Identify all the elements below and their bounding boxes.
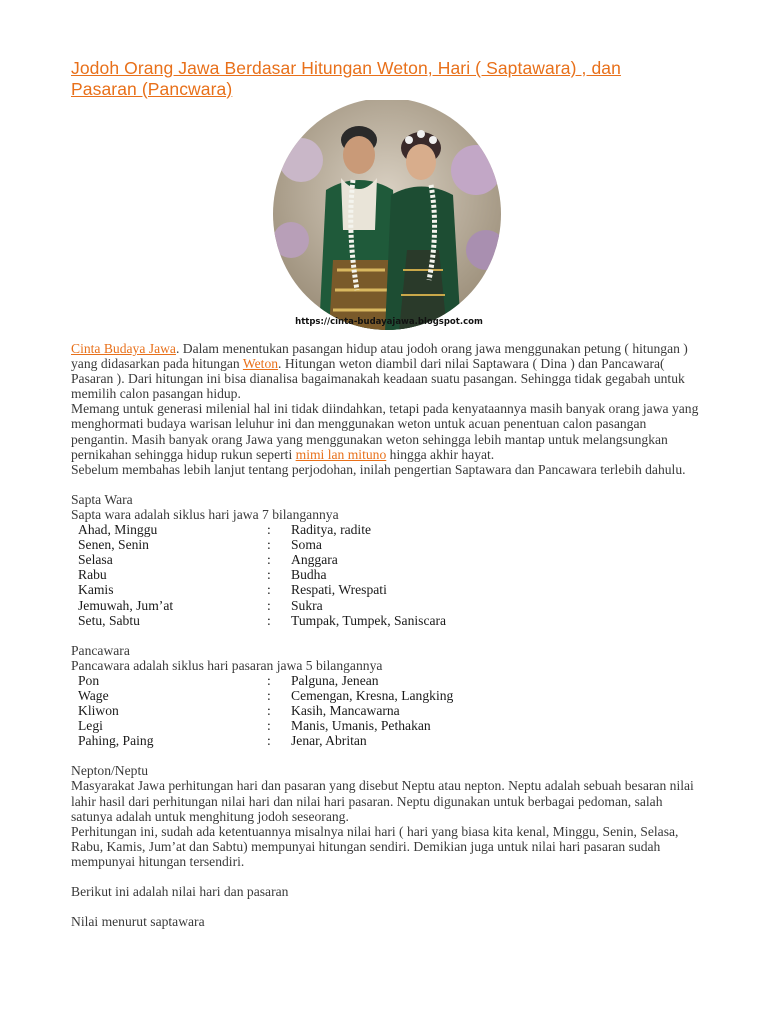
saptawara-javanese-name: Tumpak, Tumpek, Saniscara — [291, 612, 447, 628]
pancawara-table — [74, 673, 453, 748]
pancawara-javanese-name: Jenar, Abritan — [291, 733, 367, 749]
pancawara-day-name: Pahing, Paing — [78, 733, 154, 749]
pancawara-javanese-name: Palguna, Jenean — [291, 672, 379, 688]
pancawara-day-name: Wage — [78, 687, 109, 703]
saptawara-heading: Sapta Wara — [71, 491, 133, 507]
saptawara-desc: Sapta wara adalah siklus hari jawa 7 bilangannya — [71, 506, 339, 522]
pancawara-day-name: Kliwon — [78, 703, 119, 719]
saptawara-javanese-name: Raditya, radite — [291, 522, 372, 538]
saptawara-separator: : — [267, 612, 271, 628]
pancawara-row — [74, 688, 453, 703]
article-body — [71, 341, 703, 929]
page-title[interactable]: Jodoh Orang Jawa Berdasar Hitungan Weton, Hari ( Saptawara) , dan Pasaran (Pancwara) — [71, 58, 621, 99]
intro-paragraph: Cinta Budaya Jawa. Dalam menentukan pasangan hidup atau jodoh orang jawa menggunakan petung ( hitungan ) yang didasarkan pada hitungan Weton. Hitungan weton diambil dari nilai Saptawara ( Dina ) dan Pancawara( Pasaran ). Dari hitungan ini bisa dianalisa bagaimanakah keadaan suatu pasangan. Sehingga tidak gegabah untuk memilih calon pasangan hidup. — [71, 341, 688, 402]
saptawara-day-name: Ahad, Minggu — [78, 522, 158, 538]
pancawara-row — [74, 703, 453, 718]
mimi-lan-mituno-link[interactable]: mimi lan mituno — [295, 446, 387, 462]
saptawara-day-name: Senen, Senin — [78, 537, 149, 553]
pancawara-desc: Pancawara adalah siklus hari pasaran jawa 5 bilangannya — [71, 657, 383, 673]
pancawara-javanese-name: Kasih, Mancawarna — [291, 703, 400, 719]
pancawara-separator: : — [267, 672, 271, 688]
pancawara-heading: Pancawara — [71, 642, 130, 658]
saptawara-javanese-name: Respati, Wrespati — [291, 582, 387, 598]
photo-watermark: https://cinta-budayajawa.blogspot.com — [295, 317, 483, 327]
weton-link[interactable]: Weton — [242, 356, 279, 372]
milenial-paragraph: Memang untuk generasi milenial hal ini tidak diindahkan, tetapi pada kenyataannya masih banyak orang jawa yang menghormati budaya warisan leluhur ini dan menggunakan weton untuk acuan penentuan calon pasangan pengantin. Masih banyak orang Jawa yang menggunakan weton sehingga lebih mantap untuk melangsungkan pernikahan sehingga hidup rukun seperti mimi lan mituno hingga akhir hayat. — [71, 401, 699, 462]
saptawara-separator: : — [267, 597, 271, 613]
saptawara-javanese-name: Sukra — [291, 597, 323, 613]
saptawara-javanese-name: Budha — [291, 567, 327, 583]
saptawara-row — [74, 582, 446, 597]
nilai-saptawara-text: Nilai menurut saptawara — [71, 914, 205, 930]
pancawara-separator: : — [267, 733, 271, 749]
saptawara-day-name: Jemuwah, Jum’at — [78, 597, 174, 613]
saptawara-row — [74, 613, 446, 628]
saptawara-table — [74, 522, 446, 628]
saptawara-row — [74, 598, 446, 613]
saptawara-separator: : — [267, 537, 271, 553]
saptawara-separator: : — [267, 567, 271, 583]
pancawara-javanese-name: Cemengan, Kresna, Langking — [291, 687, 454, 703]
saptawara-day-name: Selasa — [78, 552, 113, 568]
pancawara-separator: : — [267, 687, 271, 703]
saptawara-row — [74, 522, 446, 537]
saptawara-day-name: Kamis — [78, 582, 114, 598]
pancawara-javanese-name: Manis, Umanis, Pethakan — [291, 718, 431, 734]
saptawara-separator: : — [267, 552, 271, 568]
cinta-budaya-jawa-link[interactable]: Cinta Budaya Jawa — [71, 341, 176, 356]
saptawara-row — [74, 567, 446, 582]
saptawara-row — [74, 552, 446, 567]
neptu-paragraph-2: Perhitungan ini, sudah ada ketentuannya misalnya nilai hari ( hari yang biasa kita kenal, Minggu, Senin, Selasa, Rabu, Kamis, Jum’at dan Sabtu) mempunyai hitungan sendiri. Demikian juga untuk nilai hari pasaran sudah mempunyai hitungan tersendiri. — [71, 823, 679, 869]
saptawara-separator: : — [267, 522, 271, 538]
pancawara-row — [74, 718, 453, 733]
saptawara-row — [74, 537, 446, 552]
pancawara-day-name: Legi — [78, 718, 103, 734]
wedding-couple-photo — [271, 100, 503, 332]
pancawara-row — [74, 733, 453, 748]
saptawara-day-name: Rabu — [78, 567, 107, 583]
pancawara-separator: : — [267, 703, 271, 719]
pengertian-paragraph: Sebelum membahas lebih lanjut tentang perjodohan, inilah pengertian Saptawara dan Pancawara terlebih dahulu. — [71, 461, 686, 477]
saptawara-javanese-name: Anggara — [291, 552, 338, 568]
saptawara-javanese-name: Soma — [291, 537, 322, 553]
pancawara-row — [74, 673, 453, 688]
saptawara-day-name: Setu, Sabtu — [78, 612, 140, 628]
pancawara-separator: : — [267, 718, 271, 734]
nilai-hari-pasaran-text: Berikut ini adalah nilai hari dan pasaran — [71, 884, 289, 899]
neptu-paragraph-1: Masyarakat Jawa perhitungan hari dan pasaran yang disebut Neptu atau nepton. Neptu adalah sebuah besaran nilai lahir hasil dari perhitungan nilai hari dan nilai hari pasaran. Neptu digunakan untuk berbagai pedoman, salah satunya adalah untuk menghitung jodoh seseorang. — [71, 778, 694, 824]
neptu-heading: Nepton/Neptu — [71, 763, 149, 779]
pancawara-day-name: Pon — [78, 672, 100, 688]
saptawara-separator: : — [267, 582, 271, 598]
